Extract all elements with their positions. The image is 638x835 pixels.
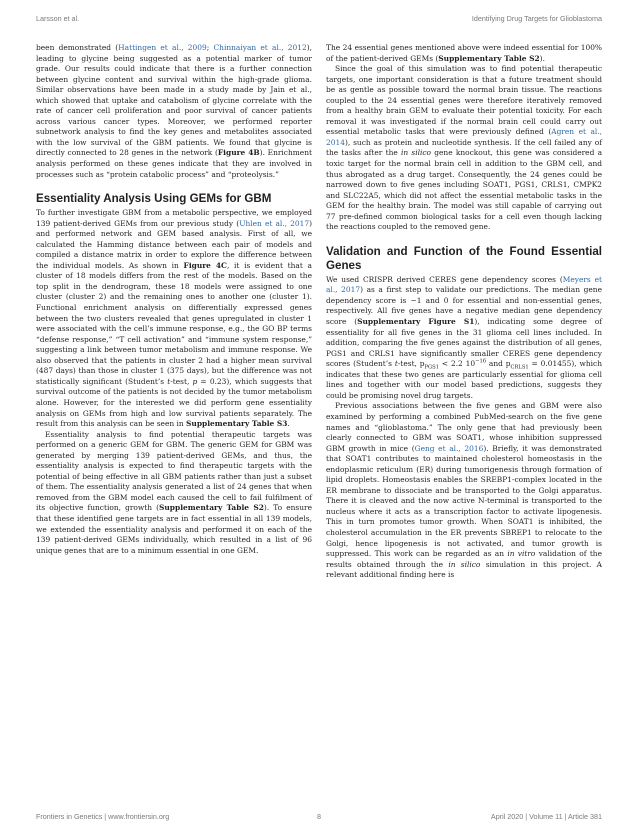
citation-link[interactable]: Meyers et al., 2017 <box>326 274 602 295</box>
paragraph: Essentiality analysis to find potential therapeutic targets was performed on a generic GEM for GBM. The generic GEM for GBM was generated by merging 139 patient-derived GEMs, and thus, the essentiality analysis is expected to find therapeutic targets with the potential of being effective in all GBM patients rather than just a subset of them. The essentiality analysis generated a list of 24 genes that when removed from the GBM model each caused the cell to fail fulfilment of its objective function, growth (Supplementary Table S2). To ensure that these identified gene targets are in fact essential in all 139 models, we extended the essentiality analysis and performed it on each of the 139 patient-derived GEMs individually, which resulted in a list of 96 unique genes that are to a minimum essential in one GEM. <box>36 429 312 555</box>
paragraph: Since the goal of this simulation was to find potential therapeutic targets, one important consideration is that a future treatment should be as gentle as possible toward the normal brain tissue. The reactions coupled to the 24 essential genes were therefore iteratively removed from a healthy brain GEM to evaluate their potential toxicity. For each removal it was investigated if the normal brain cell could carry out essential metabolic tasks that were previously defined (Agren et al., 2014), such as protein and nucleotide synthesis. If the cell failed any of the tasks after the in silico gene knockout, this gene was considered a toxic target for the normal brain cell in addition to the GBM cell, and thus abrogated as a drug target. Consequently, the 24 genes could be narrowed down to five genes including SOAT1, PGS1, CRLS1, CMPK2 and SLC22A5, which did not affect the essential metabolic tasks in the GEM for the healthy brain. The model was still capable of carrying out 77 pre-defined common biological tasks for a cell even though lacking the reactions coupled to the removed gene. <box>326 64 602 232</box>
footer-journal: Frontiers in Genetics | www.frontiersin.org <box>36 812 170 821</box>
citation-link[interactable]: Agren et al., 2014 <box>326 127 602 147</box>
section-heading: Essentiality Analysis Using GEMs for GBM <box>36 192 272 206</box>
right-column <box>326 43 602 581</box>
footer-issue: April 2020 | Volume 11 | Article 381 <box>490 812 602 821</box>
running-footer <box>36 812 602 821</box>
citation-link[interactable]: Uhlen et al., 2017 <box>239 218 310 228</box>
supplementary-reference[interactable]: Supplementary Table S2 <box>159 503 264 513</box>
left-column <box>36 43 312 556</box>
citation-link[interactable]: Geng et al., 2016 <box>414 443 484 453</box>
citation-link[interactable]: Chinnaiyan et al., 2012 <box>213 43 307 52</box>
figure-reference[interactable]: Figure 4C <box>183 260 227 270</box>
citation-link[interactable]: Hattingen et al., 2009 <box>118 43 207 52</box>
figure-reference[interactable]: Figure 4B <box>217 148 260 158</box>
header-short-title: Identifying Drug Targets for Glioblastoma <box>471 14 602 23</box>
paragraph: To further investigate GBM from a metabolic perspective, we employed 139 patient-derived GEMs from our previous study (Uhlen et al., 2017) and performed network and GEM based analysis. First of all, we calculated the Hamming distance between each pair of models and compiled a distance matrix in order to explore the difference between the individual models. As shown in Figure 4C, it is evident that a cluster of 18 models differs from the rest of the models. Based on the top split in the dendrogram, these 18 models were assigned to one cluster (cluster 2) and the remaining ones to another one (cluster 1). Functional enrichment analysis on differentially expressed genes between the two clusters revealed that genes upregulated in cluster 1 were associated with the cell’s immune response, e.g., the GO BP terms “defense response,” “T cell activation” and “immune system response,” suggesting a link between tumor metabolism and immune response. We also observed that the patients in cluster 2 had a higher mean survival (487 days) than those in cluster 1 (375 days), but the difference was not statistically significant (Student’s t-test, p = 0.23), which suggests that survival outcome of the patients is not decided by the tumor metabolism alone. However, for the interested we did perform gene essentiality analysis on GEMs from high and low survival patients separately. The result from this analysis can be seen in Supplementary Table S3. <box>36 208 313 429</box>
paragraph: been demonstrated (Hattingen et al., 2009; Chinnaiyan et al., 2012), leading to glycine being suggested as a potential marker of tumor grade. Our results could indicate that there is a further connection between glycine content and survival within the high-grade glioma. Similar observations have been made in a study made by Jain et al., which showed that uptake and catabolism of glycine correlate with the rate of cancer cell proliferation and poor survival of cancer patients across various cancer types. Moreover, we performed reporter subnetwork analysis to find the key genes and metabolites associated with the low survival of the GBM patients. We found that glycine is directly connected to 28 genes in the network (Figure 4B). Enrichment analysis performed on these genes indicate that they are involved in processes such as “protein catabolic process” and “proteolysis.” <box>36 43 312 179</box>
supplementary-reference[interactable]: Supplementary Table S3 <box>186 419 288 429</box>
page-number: 8 <box>317 812 321 821</box>
paragraph: The 24 essential genes mentioned above were indeed essential for 100% of the patient-derived GEMs (Supplementary Table S2). <box>326 43 602 63</box>
paragraph: Previous associations between the five genes and GBM were also examined by performing a combined PubMed-search on the five gene names and “glioblastoma.” The only gene that had previously been clearly connected to GBM was SOAT1, whose inhibition suppressed GBM growth in mice (Geng et al., 2016). Briefly, it was demonstrated that SOAT1 contributes to maintained cholesterol homeostasis in the endoplasmic reticulum (ER) during tumorigenesis through formation of lipid droplets. Homeostasis enables the SREBP1-complex located in the ER membrane to dissociate and be transported to the Golgi apparatus. There it is cleaved and the now active N-terminal is transported to the nucleus where it acts as a transcription factor to activate lipogenesis. This in turn promotes tumor growth. When SOAT1 is inhibited, the cholesterol accumulation in the ER prevents SBREP1 to relocate to the Golgi, hence lipogenesis is not activated, and tumor growth is suppressed. This work can be regarded as an in vitro validation of the results obtained through the in silico simulation in this project. A relevant additional finding here is <box>326 401 602 580</box>
supplementary-reference[interactable]: Supplementary Table S2 <box>438 53 540 63</box>
running-header <box>36 14 602 23</box>
paragraph: We used CRISPR derived CERES gene dependency scores (Meyers et al., 2017) as a first step to validate our predictions. The median gene dependency score is −1 and 0 for essential and non-essential genes, respectively. All five genes have a negative median gene dependency score (Supplementary Figure S1), indicating some degree of essentiality for all five genes in the 31 glioma cell lines included. In addition, comparing the five genes against the distribution of all genes, PGS1 and CRLS1 have significantly smaller CERES gene dependency scores (Student’s t-test, $p_{PGS1} < 2.2$ $10^{-16}$ and $p_{CRLS1} = 0.01455$), which indicates that these two genes are particularly essential for glioma cell lines and together with our model based predictions, suggests they could be promising novel drug targets. <box>326 274 602 400</box>
section-heading: Validation and Function of the Found Essential Genes <box>326 244 602 272</box>
supplementary-reference[interactable]: Supplementary Figure S1 <box>357 317 475 327</box>
header-authors: Larsson et al. <box>36 14 80 23</box>
